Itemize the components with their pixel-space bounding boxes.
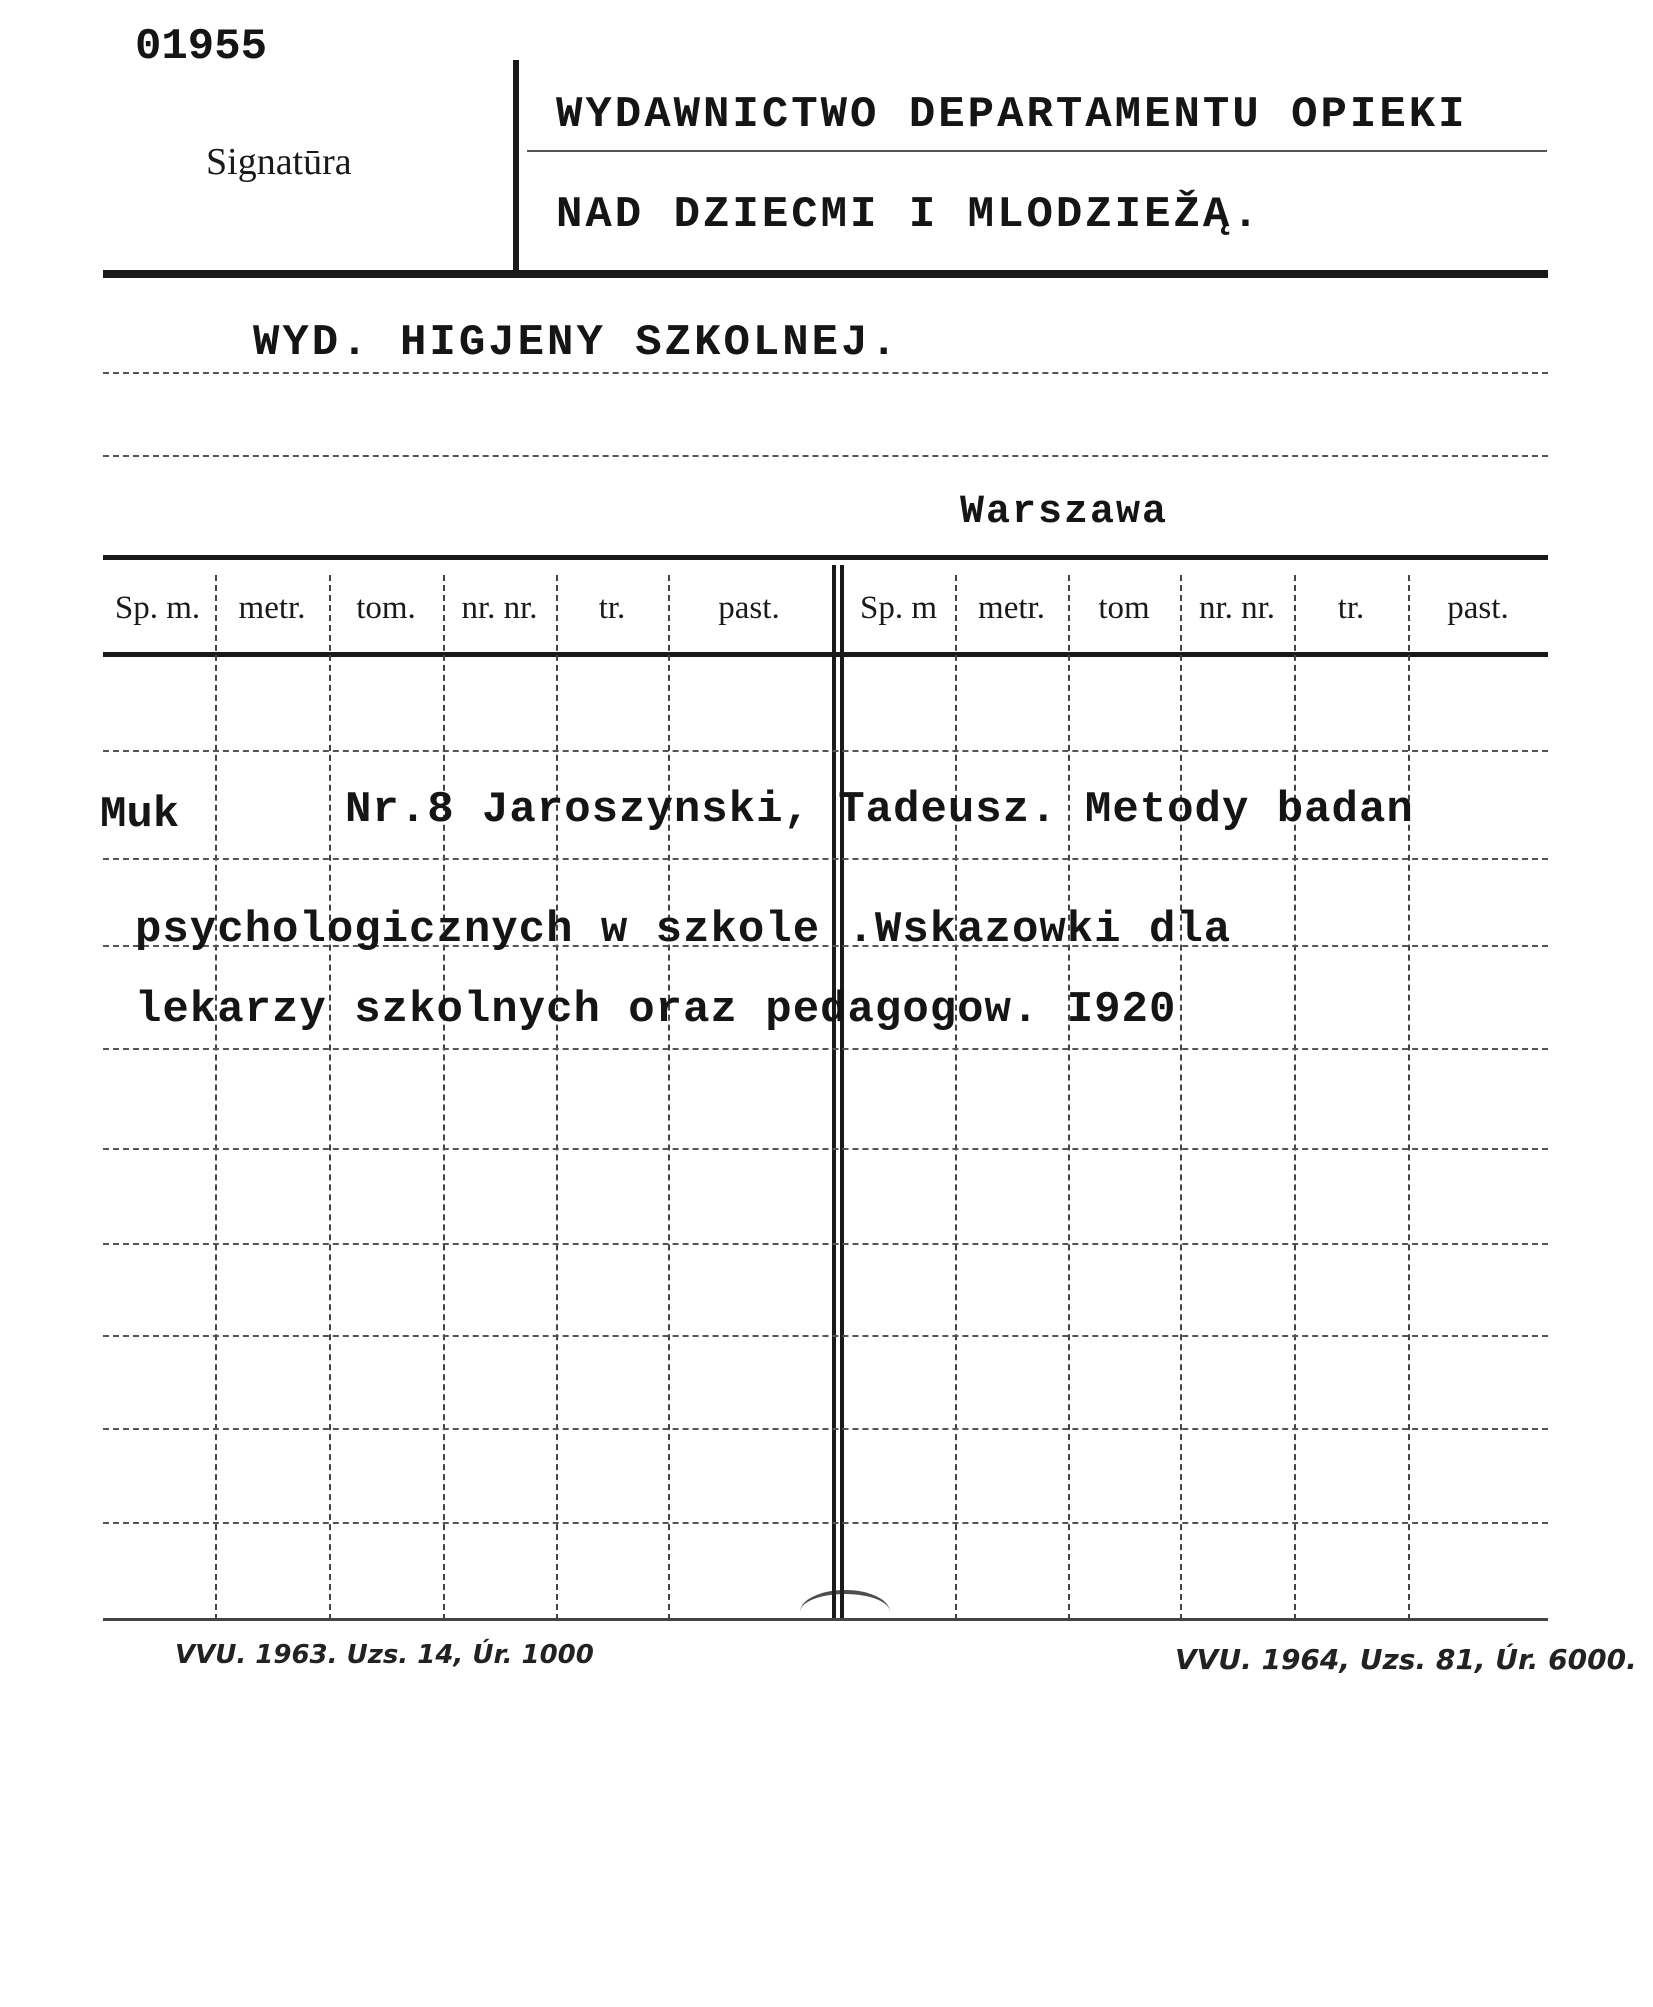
card-number: 01955 [135,22,268,72]
publisher-line-1: WYDAWNICTWO DEPARTAMENTU OPIEKI [556,90,1468,140]
row-rule [103,1148,1548,1150]
publisher-line-2: NAD DZIECMI I MLODZIEŽĄ. [556,190,1262,240]
col-left-past: past. [718,590,780,626]
col-left-metr: metr. [238,590,306,626]
blank-rule-1 [103,455,1548,457]
entry-line-1: Nr.8 Jaroszynski, Tadeusz. Metody badan [345,785,1414,835]
col-divider [955,575,957,1620]
row-rule [103,1522,1548,1524]
signature-label: Signatūra [206,141,352,183]
row-rule [103,1243,1548,1245]
col-divider [1180,575,1182,1620]
center-double-divider [832,565,836,1620]
col-divider [1294,575,1296,1620]
entry-line-2: psychologicznych w szkole .Wskazowki dla [135,905,1232,955]
col-right-nr-nr: nr. nr. [1198,590,1276,626]
col-right-tom: tom [1098,590,1150,626]
row-rule [103,1335,1548,1337]
col-divider [1408,575,1410,1620]
table-top-rule [103,555,1548,560]
col-left-tr: tr. [598,590,626,626]
col-right-tr: tr. [1337,590,1365,626]
row-rule [103,858,1548,860]
col-right-past: past. [1447,590,1509,626]
ink-smudge-mark [800,1590,890,1634]
center-double-divider [840,565,844,1620]
place-line: Warszawa [960,490,1169,535]
col-divider [668,575,670,1620]
entry-mark: Muk [100,790,180,840]
department-line: WYD. HIGJENY SZKOLNEJ. [253,318,900,368]
col-divider [443,575,445,1620]
footer-note-left: VVU. 1963. Uzs. 14, Úr. 1000 [175,1640,594,1670]
row-rule [103,1428,1548,1430]
header-vertical-divider [513,60,519,272]
col-divider [1068,575,1070,1620]
col-divider [329,575,331,1620]
row-rule [103,1048,1548,1050]
publisher-underline [527,150,1547,152]
col-left-tom: tom. [356,590,416,626]
col-right-sp-m: Sp. m [859,590,938,626]
col-right-metr: metr. [978,590,1045,626]
col-left-nr-nr: nr. nr. [461,590,538,626]
entry-line-3: lekarzy szkolnych oraz pedagogow. I920 [135,985,1177,1035]
col-divider [556,575,558,1620]
footer-note-right: VVU. 1964, Uzs. 81, Úr. 6000. [1175,1643,1637,1676]
header-rule [103,270,1548,278]
col-divider [215,575,217,1620]
row-rule [103,750,1548,752]
col-left-sp-m: Sp. m. [114,590,201,626]
department-underline [103,372,1548,374]
table-header-rule [103,652,1548,657]
